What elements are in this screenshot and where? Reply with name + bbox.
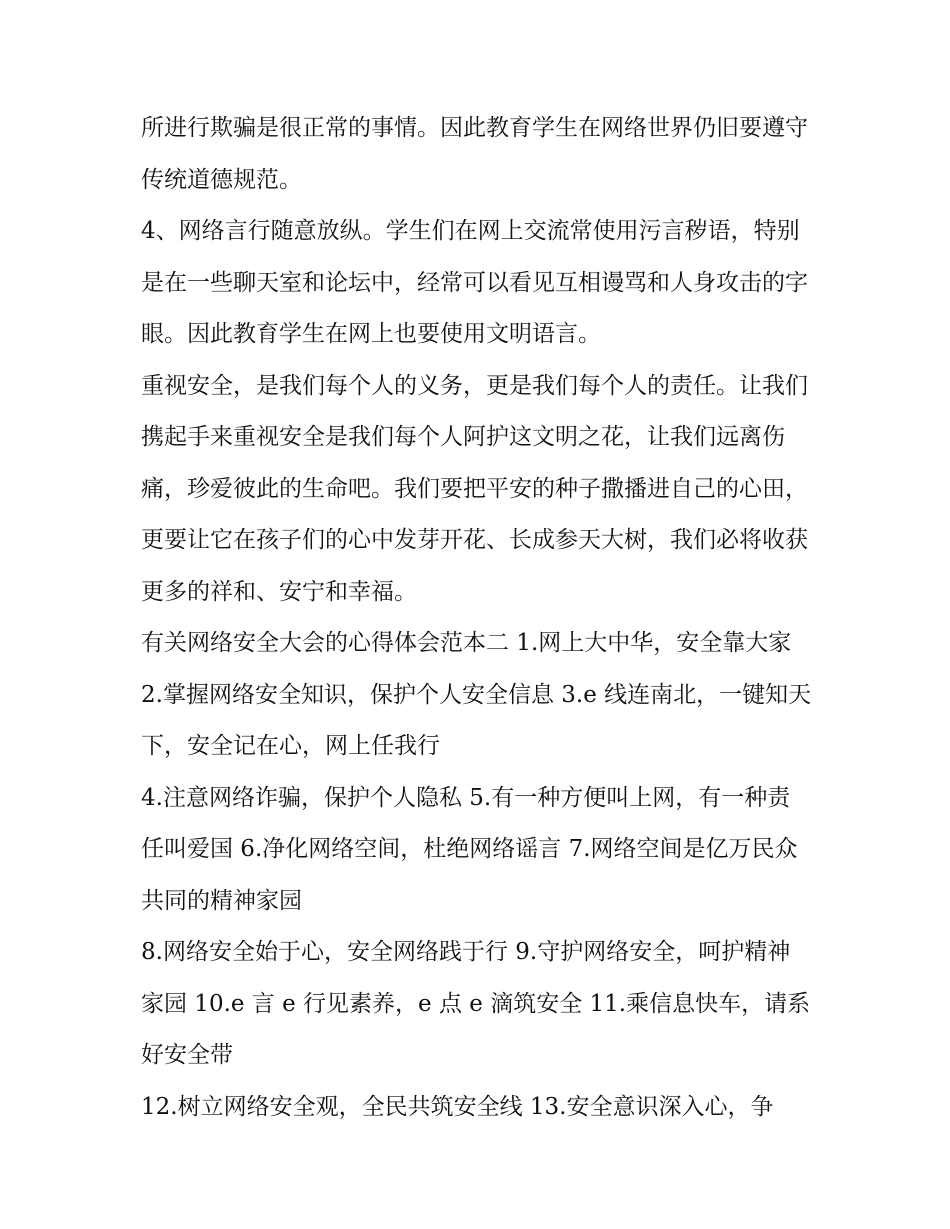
paragraph-6: 8.网络安全始于心，安全网络践于行 9.守护网络安全，呵护精神家园 10.e 言 e 行见素养，e 点 e 滴筑安全 11.乘信息快车，请系好安全带 [141, 939, 811, 1068]
paragraph-2: 4、网络言行随意放纵。学生们在网上交流常使用污言秽语，特别是在一些聊天室和论坛中，经常可以看见互相谩骂和人身攻击的字眼。因此教育学生在网上也要使用文明语言。 [141, 218, 808, 347]
paragraph-5: 4.注意网络诈骗，保护个人隐私 5.有一种方便叫上网，有一种责任叫爱国 6.净化网络空间，杜绝网络谣言 7.网络空间是亿万民众共同的精神家园 [141, 784, 798, 914]
paragraph-3: 重视安全，是我们每个人的义务，更是我们每个人的责任。让我们携起手来重视安全是我们每个人阿护这文明之花，让我们远离伤痛，珍爱彼此的生命吧。我们要把平安的种子撒播进自己的心田，更要让它在孩子们的心中发芽开花、长成参天大树，我们必将收获更多的祥和、安宁和幸福。 [141, 372, 808, 605]
paragraph-1: 所进行欺骗是很正常的事情。因此教育学生在网络世界仍旧要遵守传统道德规范。 [141, 115, 808, 193]
paragraph-7: 12.树立网络安全观，全民共筑安全线 13.安全意识深入心，争 [141, 1093, 774, 1120]
document-body [141, 103, 813, 1133]
paragraph-4: 有关网络安全大会的心得体会范本二 1.网上大中华，安全靠大家 2.掌握网络安全知识，保护个人安全信息 3.e 线连南北，一键知天下，安全记在心，网上任我行 [141, 630, 812, 759]
